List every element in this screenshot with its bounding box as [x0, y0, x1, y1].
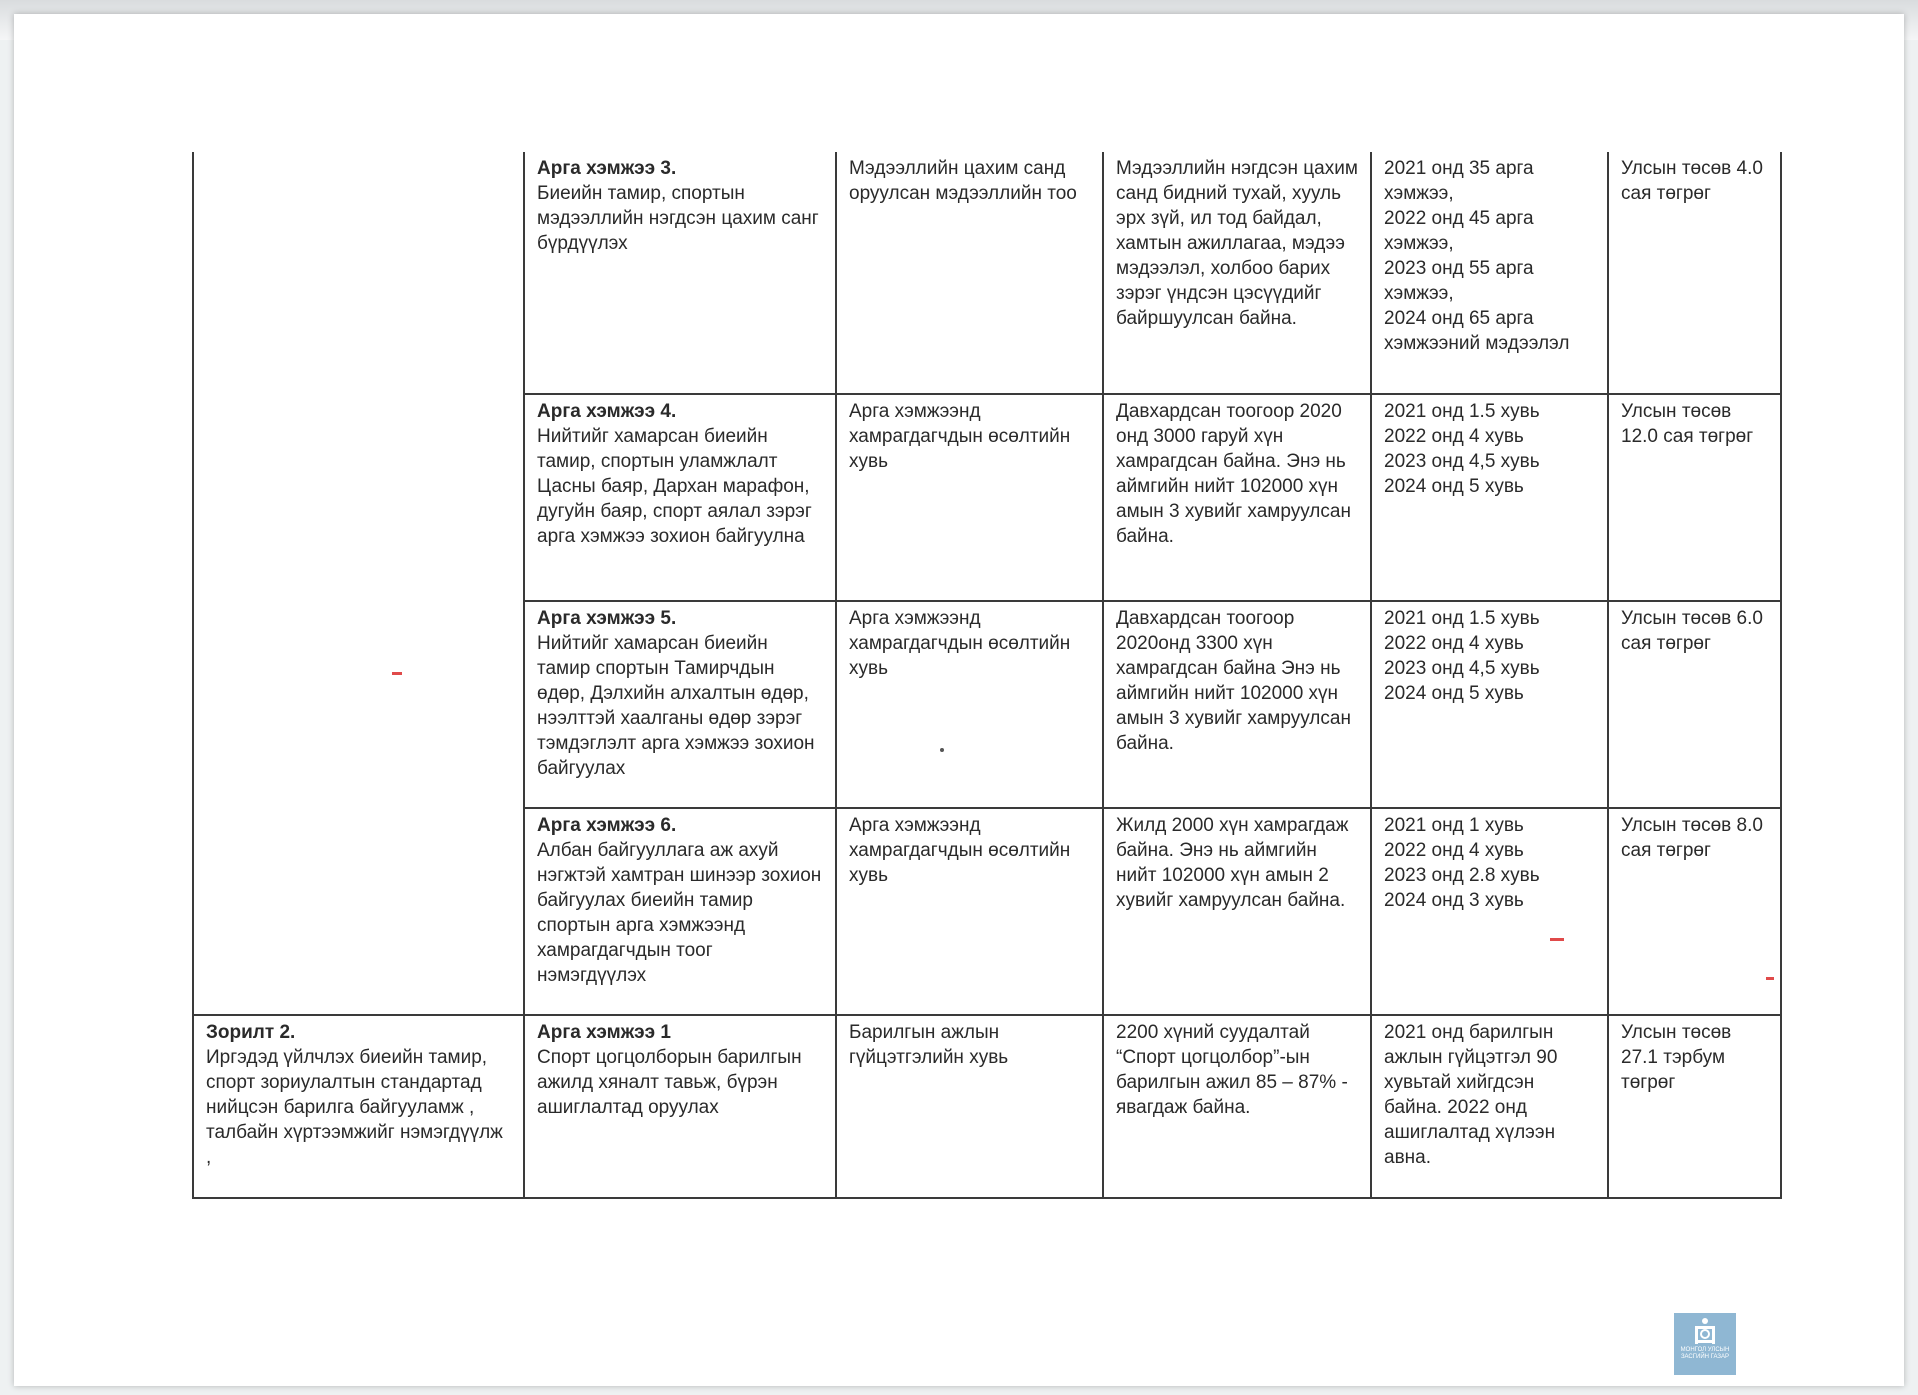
- target-cell: [1371, 601, 1608, 808]
- baseline-text: Мэдээллийн нэгдсэн цахим санд бидний тухай, хууль эрх зүй, ил тод байдал, хамтын ажиллагаа, мэдээ мэдээлэл, холбоо барих зэрэг үндсэн цэсүүдийг байршуулсан байна.: [1116, 158, 1358, 329]
- objective-title: Зорилт 2.: [206, 1022, 296, 1043]
- activity-text: Биеийн тамир, спортын мэдээллийн нэгдсэн цахим санг бүрдүүлэх: [537, 183, 819, 254]
- indicator-cell: [836, 394, 1103, 601]
- baseline-text: 2200 хүний суудалтай “Спорт цогцолбор”-ын барилгын ажил 85 – 87% - явагдаж байна.: [1116, 1022, 1348, 1118]
- indicator-cell: [836, 601, 1103, 808]
- activity-text: Нийтийг хамарсан биеийн тамир, спортын уламжлалт Цасны баяр, Дархан марафон, дугуйн баяр, спорт аялал зэрэг арга хэмжээ зохион байгуулна: [537, 426, 812, 547]
- objective-cell-empty: [193, 152, 524, 1015]
- indicator-cell: [836, 808, 1103, 1015]
- activity-cell: [524, 808, 836, 1015]
- activity-title: Арга хэмжээ 5.: [537, 608, 677, 629]
- target-text: 2021 онд 1.5 хувь 2022 онд 4 хувь 2023 онд 4,5 хувь 2024 онд 5 хувь: [1384, 401, 1540, 497]
- activity-text: Спорт цогцолборын барилгын ажилд хяналт тавьж, бүрэн ашиглалтад оруулах: [537, 1047, 802, 1118]
- table-row: [193, 1015, 1781, 1198]
- objective-text: Иргэдэд үйлчлэх биеийн тамир, спорт зориулалтын стандартад нийцсэн барилга байгууламж , талбайн хүртээмжийг нэмэгдүүлж ,: [206, 1047, 503, 1168]
- target-text: 2021 онд 1 хувь 2022 онд 4 хувь 2023 онд 2.8 хувь 2024 онд 3 хувь: [1384, 815, 1540, 911]
- indicator-text: Барилгын ажлын гүйцэтгэлийн хувь: [849, 1022, 1009, 1068]
- activity-title: Арга хэмжээ 4.: [537, 401, 677, 422]
- baseline-cell: [1103, 394, 1371, 601]
- target-cell: [1371, 152, 1608, 394]
- budget-cell: [1608, 601, 1781, 808]
- activity-title: Арга хэмжээ 1: [537, 1022, 672, 1043]
- red-mark: [1550, 938, 1564, 941]
- baseline-cell: [1103, 1015, 1371, 1198]
- red-mark: [1766, 977, 1774, 980]
- indicator-text: Мэдээллийн цахим санд оруулсан мэдээллийн тоо: [849, 158, 1077, 204]
- emblem-line-1: МОНГОЛ УЛСЫН: [1680, 1347, 1730, 1353]
- objective-cell: [193, 1015, 524, 1198]
- budget-text: Улсын төсөв 6.0 сая төгрөг: [1621, 608, 1763, 654]
- target-cell: [1371, 808, 1608, 1015]
- budget-text: Улсын төсөв 12.0 сая төгрөг: [1621, 401, 1754, 447]
- activity-cell: [524, 152, 836, 394]
- target-text: 2021 онд 35 арга хэмжээ, 2022 онд 45 арга хэмжээ, 2023 онд 55 арга хэмжээ, 2024 онд 65 арга хэмжээний мэдээлэл: [1384, 158, 1570, 354]
- table-row: [193, 152, 1781, 394]
- baseline-cell: [1103, 601, 1371, 808]
- target-cell: [1371, 394, 1608, 601]
- budget-cell: [1608, 394, 1781, 601]
- baseline-text: Давхардсан тоогоор 2020 онд 3000 гаруй хүн хамрагдсан байна. Энэ нь аймгийн нийт 102000 хүн амын 3 хувийг хамруулсан байна.: [1116, 401, 1351, 547]
- baseline-text: Давхардсан тоогоор 2020онд 3300 хүн хамрагдсан байна Энэ нь аймгийн нийт 102000 хүн амын 3 хувийг хамруулсан байна.: [1116, 608, 1351, 754]
- activity-cell: [524, 601, 836, 808]
- budget-cell: [1608, 808, 1781, 1015]
- baseline-cell: [1103, 152, 1371, 394]
- red-mark: [392, 672, 402, 675]
- target-text: 2021 онд барилгын ажлын гүйцэтгэл 90 хувьтай хийгдсэн байна. 2022 онд ашиглалтад хүлээн авна.: [1384, 1022, 1558, 1168]
- budget-cell: [1608, 1015, 1781, 1198]
- government-emblem: [1674, 1313, 1736, 1375]
- baseline-cell: [1103, 808, 1371, 1015]
- indicator-cell: [836, 1015, 1103, 1198]
- budget-text: Улсын төсөв 27.1 тэрбум төгрөг: [1621, 1022, 1732, 1093]
- baseline-text: Жилд 2000 хүн хамрагдаж байна. Энэ нь аймгийн нийт 102000 хүн амын 2 хувийг хамруулсан байна.: [1116, 815, 1349, 911]
- activity-title: Арга хэмжээ 3.: [537, 158, 677, 179]
- indicator-cell: [836, 152, 1103, 394]
- budget-cell: [1608, 152, 1781, 394]
- activity-cell: [524, 394, 836, 601]
- budget-text: Улсын төсөв 4.0 сая төгрөг: [1621, 158, 1763, 204]
- action-plan-table: [192, 152, 1782, 1199]
- indicator-text: Арга хэмжээнд хамрагдагчдын өсөлтийн хувь: [849, 815, 1071, 886]
- emblem-line-2: ЗАСГИЙН ГАЗАР: [1680, 1354, 1730, 1360]
- activity-cell: [524, 1015, 836, 1198]
- target-cell: [1371, 1015, 1608, 1198]
- activity-title: Арга хэмжээ 6.: [537, 815, 677, 836]
- target-text: 2021 онд 1.5 хувь 2022 онд 4 хувь 2023 онд 4,5 хувь 2024 онд 5 хувь: [1384, 608, 1540, 704]
- ink-dot: [940, 748, 944, 752]
- activity-text: Албан байгууллага аж ахуй нэгжтэй хамтран шинээр зохион байгуулах биеийн тамир спортын арга хэмжээнд хамрагдагчдын тоог нэмэгдүүлэх: [537, 840, 822, 986]
- soyombo-icon: [1693, 1317, 1717, 1347]
- indicator-text: Арга хэмжээнд хамрагдагчдын өсөлтийн хувь: [849, 401, 1071, 472]
- activity-text: Нийтийг хамарсан биеийн тамир спортын Тамирчдын өдөр, Дэлхийн алхалтын өдөр, нээлттэй хаалганы өдөр зэрэг тэмдэглэлт арга хэмжээ зохион байгуулах: [537, 633, 815, 779]
- budget-text: Улсын төсөв 8.0 сая төгрөг: [1621, 815, 1763, 861]
- indicator-text: Арга хэмжээнд хамрагдагчдын өсөлтийн хувь: [849, 608, 1071, 679]
